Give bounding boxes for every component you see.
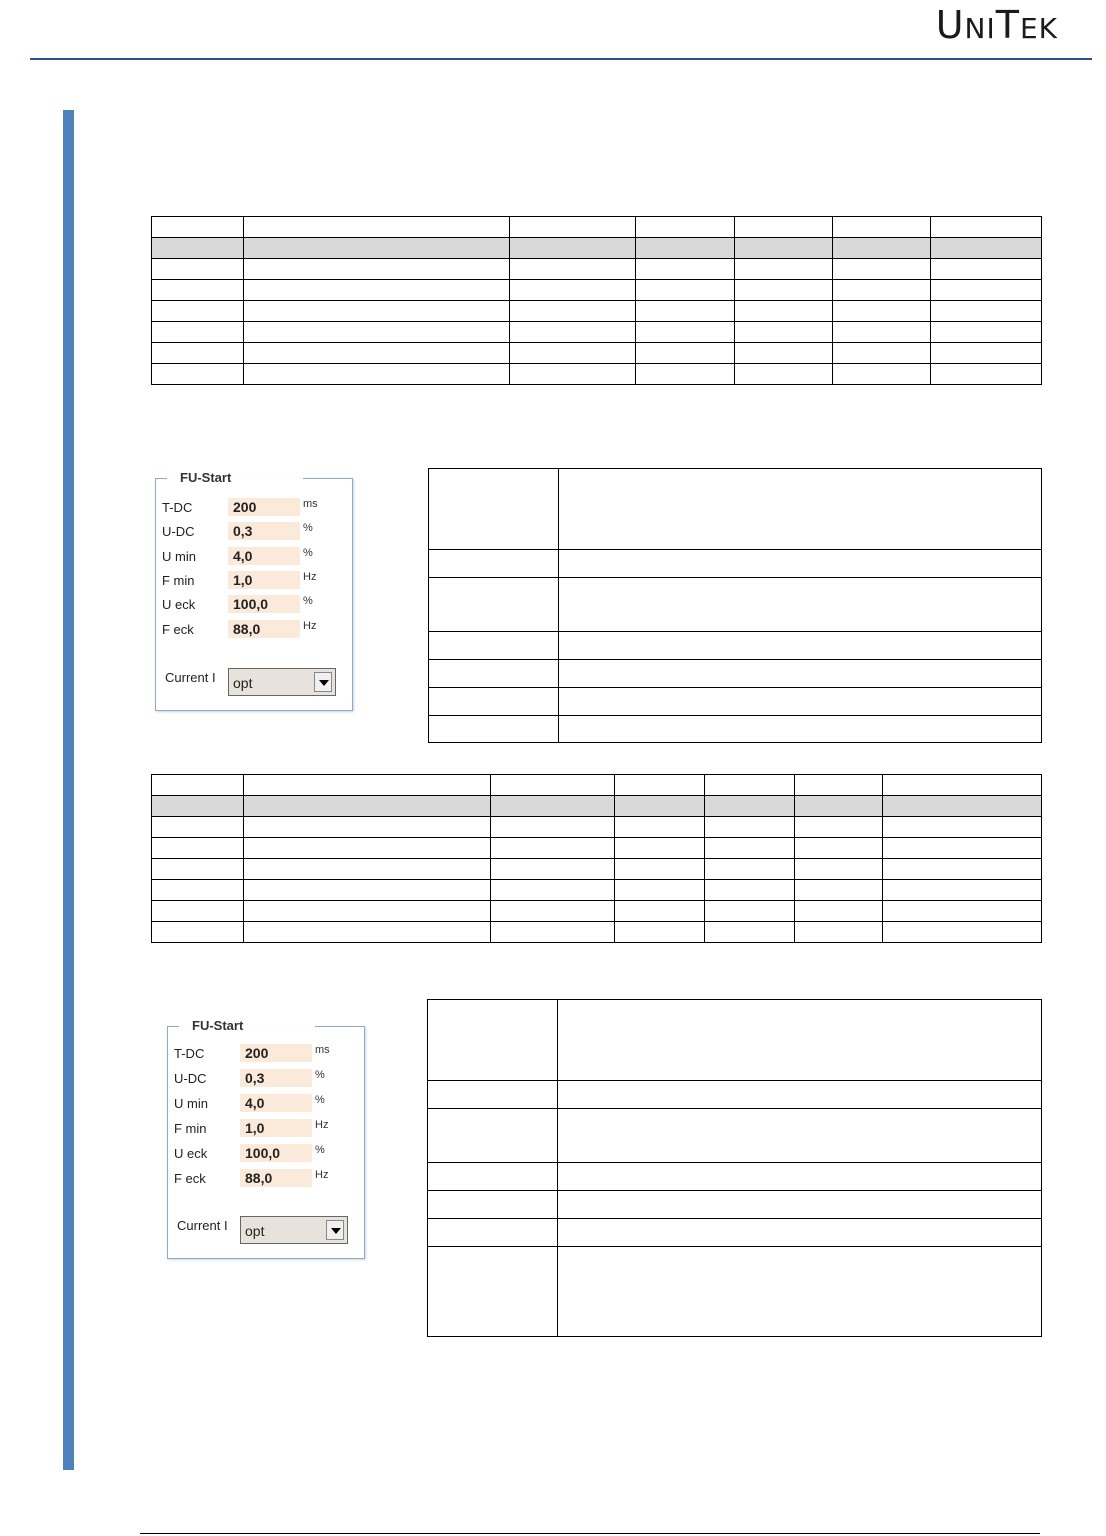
table-row [429, 469, 1042, 550]
field-unit: ms [315, 1044, 330, 1056]
description-table-2 [427, 999, 1042, 1337]
field-unit: % [315, 1144, 325, 1156]
field-label: U eck [174, 1146, 208, 1161]
table-row [152, 901, 1042, 922]
side-accent-bar [63, 110, 74, 1470]
table-row [429, 578, 1042, 632]
field-unit: Hz [315, 1119, 329, 1131]
table-row [429, 716, 1042, 743]
fu-start-panel [167, 1018, 365, 1258]
field-f-min [174, 1119, 359, 1139]
table-row [428, 1247, 1042, 1337]
parameter-table-2 [151, 774, 1042, 943]
f-eck-input[interactable]: 88,0 [240, 1169, 312, 1187]
table-row [152, 259, 1042, 280]
table-row [429, 550, 1042, 578]
footer-rule [140, 1533, 1040, 1534]
chevron-down-icon[interactable] [314, 672, 332, 692]
field-label: F min [162, 573, 195, 588]
table-row [152, 301, 1042, 322]
field-unit: % [303, 522, 313, 534]
panel-frame-line [303, 478, 352, 479]
table-row [152, 859, 1042, 880]
table-row [428, 1219, 1042, 1247]
field-u-min [174, 1094, 359, 1114]
current-select[interactable] [228, 668, 336, 696]
field-label: U-DC [174, 1071, 207, 1086]
field-label: F eck [162, 622, 194, 637]
table-row [152, 796, 1042, 817]
field-unit: % [303, 547, 313, 559]
field-unit: % [315, 1069, 325, 1081]
table-row [428, 1081, 1042, 1109]
panel-frame-line [155, 478, 167, 479]
table-row [152, 238, 1042, 259]
field-unit: % [303, 595, 313, 607]
field-u-dc [162, 522, 347, 542]
field-f-eck [174, 1169, 359, 1189]
table-row [152, 343, 1042, 364]
current-label: Current I [165, 670, 216, 685]
field-u-eck [174, 1144, 359, 1164]
panel-frame-line [167, 1026, 179, 1027]
f-eck-input[interactable]: 88,0 [228, 620, 300, 638]
current-select[interactable] [240, 1216, 348, 1244]
panel-title: FU-Start [177, 470, 234, 485]
table-row [429, 660, 1042, 688]
field-f-eck [162, 620, 347, 640]
field-unit: Hz [303, 571, 317, 583]
u-dc-input[interactable]: 0,3 [228, 522, 300, 540]
field-u-min [162, 547, 347, 567]
table-row [152, 322, 1042, 343]
table-row [429, 632, 1042, 660]
table-row [152, 280, 1042, 301]
fu-start-panel [155, 470, 353, 710]
table-row [429, 688, 1042, 716]
unitek-logo: UNITEK [935, 3, 1058, 47]
u-eck-input[interactable]: 100,0 [228, 595, 300, 613]
table-row [428, 1191, 1042, 1219]
table-row [152, 217, 1042, 238]
field-label: U min [174, 1096, 208, 1111]
field-u-eck [162, 595, 347, 615]
field-label: U eck [162, 597, 196, 612]
table-row [152, 922, 1042, 943]
f-min-input[interactable]: 1,0 [240, 1119, 312, 1137]
field-f-min [162, 571, 347, 591]
f-min-input[interactable]: 1,0 [228, 571, 300, 589]
field-t-dc [174, 1044, 359, 1064]
current-label: Current I [177, 1218, 228, 1233]
table-row [152, 364, 1042, 385]
parameter-table-1 [151, 216, 1042, 385]
table-row [428, 1000, 1042, 1081]
current-select-value: opt [233, 675, 253, 691]
table-row [152, 775, 1042, 796]
header-rule [30, 58, 1092, 60]
t-dc-input[interactable]: 200 [240, 1044, 312, 1062]
field-label: U min [162, 549, 196, 564]
field-u-dc [174, 1069, 359, 1089]
field-label: U-DC [162, 524, 195, 539]
current-select-value: opt [245, 1223, 265, 1239]
field-label: F eck [174, 1171, 206, 1186]
table-row [152, 880, 1042, 901]
chevron-down-icon[interactable] [326, 1220, 344, 1240]
panel-frame-line [315, 1026, 364, 1027]
u-min-input[interactable]: 4,0 [228, 547, 300, 565]
table-row [428, 1163, 1042, 1191]
field-label: T-DC [174, 1046, 205, 1061]
t-dc-input[interactable]: 200 [228, 498, 300, 516]
u-dc-input[interactable]: 0,3 [240, 1069, 312, 1087]
field-label: F min [174, 1121, 207, 1136]
panel-title: FU-Start [189, 1018, 246, 1033]
field-unit: Hz [303, 620, 317, 632]
field-t-dc [162, 498, 347, 518]
field-unit: ms [303, 498, 318, 510]
field-unit: % [315, 1094, 325, 1106]
u-min-input[interactable]: 4,0 [240, 1094, 312, 1112]
table-row [428, 1109, 1042, 1163]
table-row [152, 817, 1042, 838]
field-label: T-DC [162, 500, 193, 515]
field-unit: Hz [315, 1169, 329, 1181]
table-row [152, 838, 1042, 859]
description-table-1 [428, 468, 1042, 743]
u-eck-input[interactable]: 100,0 [240, 1144, 312, 1162]
